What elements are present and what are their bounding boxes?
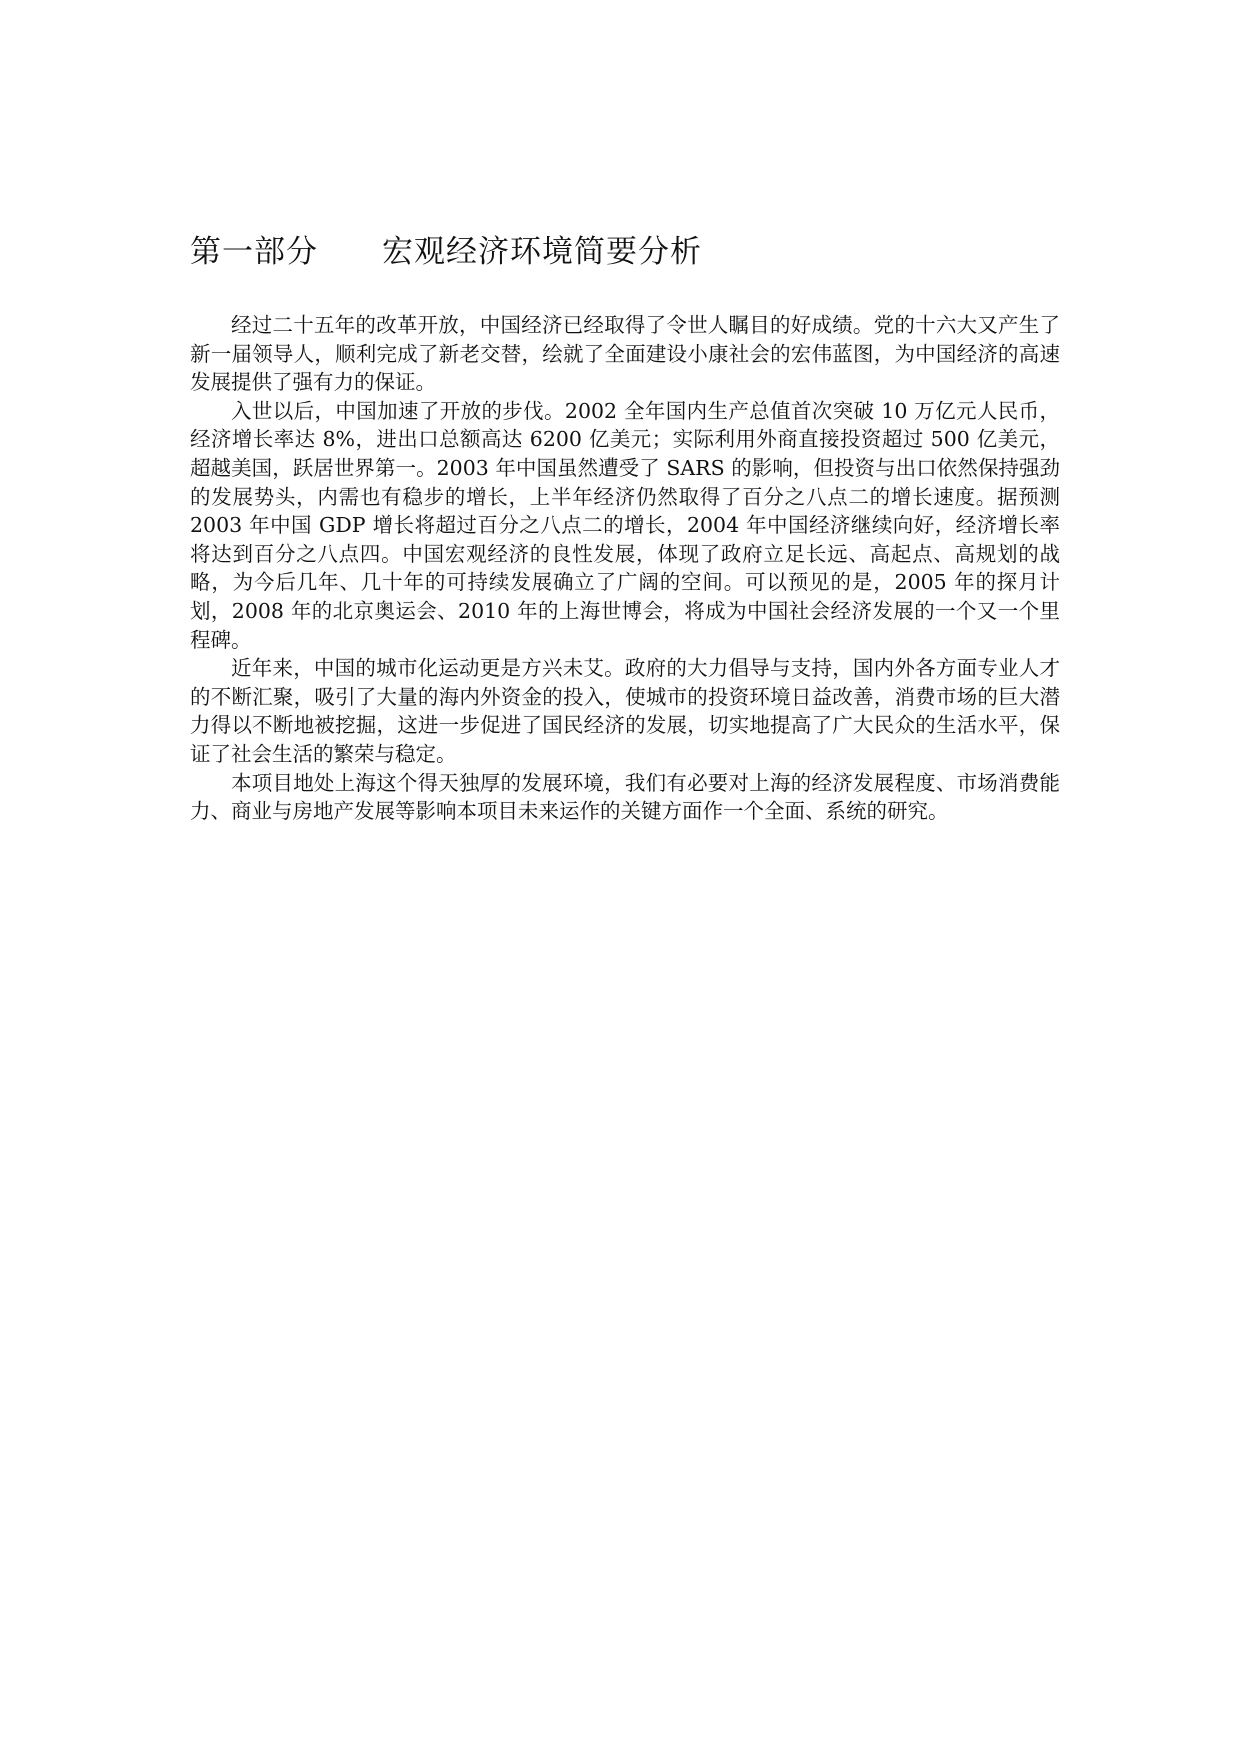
- section-heading: [190, 226, 702, 271]
- section-part-label: 第一部分: [190, 234, 318, 270]
- section-title: 宏观经济环境简要分析: [382, 234, 702, 270]
- paragraph-wto-growth: 入世以后，中国加速了开放的步伐。2002 全年国内生产总值首次突破 10 万亿元人民币，经济增长率达 8%，进出口总额高达 6200 亿美元；实际利用外商直接投资超过 500 亿美元，超越美国，跃居世界第一。2003 年中国虽然遭受了 SARS 的影响，但投资与出口依然保持强劲的发展势头，内需也有稳步的增长，上半年经济仍然取得了百分之八点二的增长速度。据预测 2003 年中国 GDP 增长将超过百分之八点二的增长，2004 年中国经济继续向好，经济增长率将达到百分之八点四。中国宏观经济的良性发展，体现了政府立足长远、高起点、高规划的战略，为今后几年、几十年的可持续发展确立了广阔的空间。可以预见的是，2005 年的探月计划，2008 年的北京奥运会、2010 年的上海世博会，将成为中国社会经济发展的一个又一个里程碑。: [190, 398, 1060, 652]
- paragraph-reform-overview: 经过二十五年的改革开放，中国经济已经取得了令世人瞩目的好成绩。党的十六大又产生了新一届领导人，顺利完成了新老交替，绘就了全面建设小康社会的宏伟蓝图，为中国经济的高速发展提供了强有力的保证。: [190, 313, 1060, 395]
- paragraph-project-context: 本项目地处上海这个得天独厚的发展环境，我们有必要对上海的经济发展程度、市场消费能力、商业与房地产发展等影响本项目未来运作的关键方面作一个全面、系统的研究。: [190, 770, 1060, 824]
- paragraph-urbanization: 近年来，中国的城市化运动更是方兴未艾。政府的大力倡导与支持，国内外各方面专业人才的不断汇聚，吸引了大量的海内外资金的投入，使城市的投资环境日益改善，消费市场的巨大潜力得以不断地被挖掘，这进一步促进了国民经济的发展，切实地提高了广大民众的生活水平，保证了社会生活的繁荣与稳定。: [190, 656, 1060, 766]
- document-body: [190, 311, 1060, 826]
